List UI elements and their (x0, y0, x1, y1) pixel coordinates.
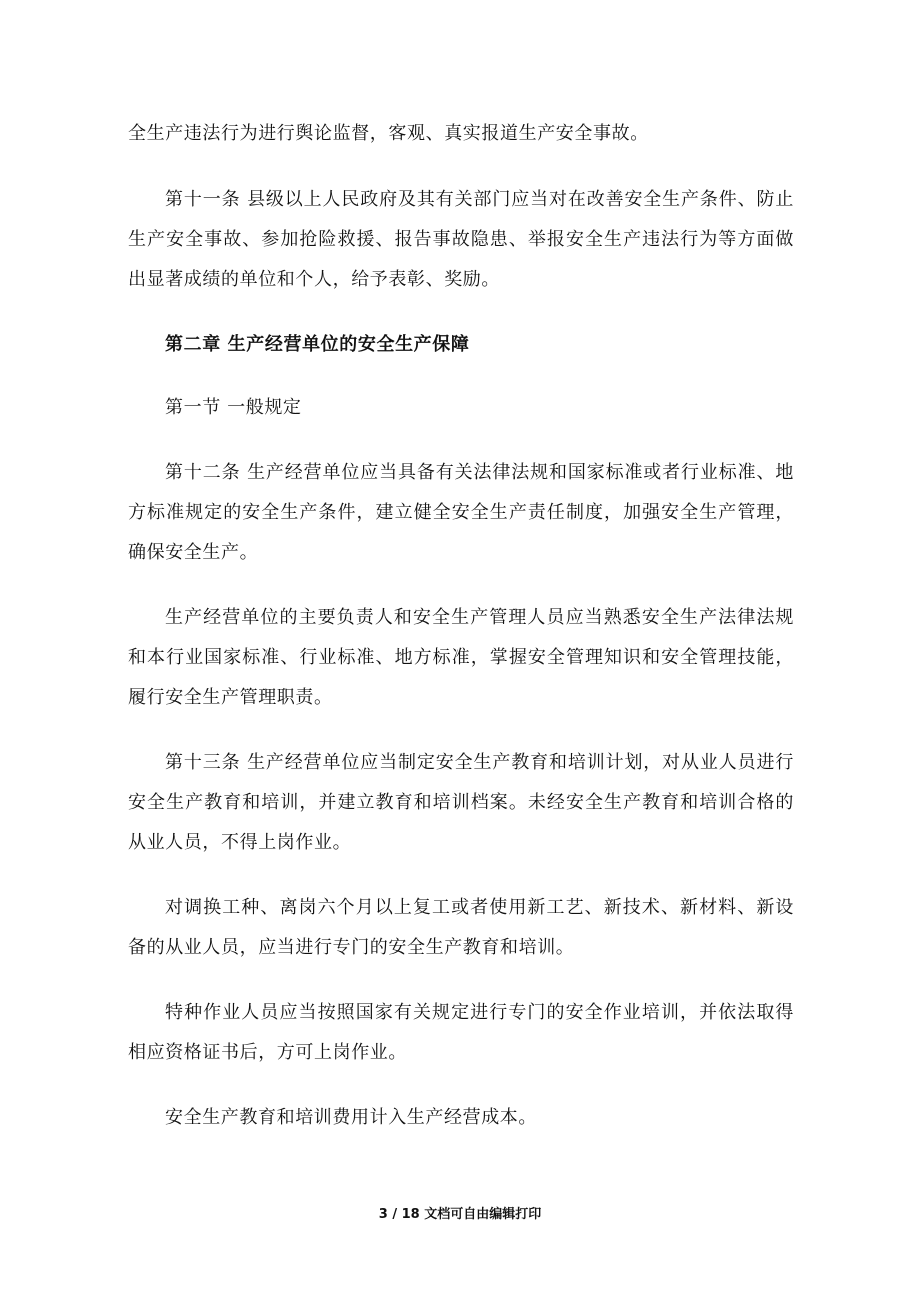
document-body (128, 114, 794, 1163)
article-12-paragraph-2: 生产经营单位的主要负责人和安全生产管理人员应当熟悉安全生产法律法规和本行业国家标准、行业标准、地方标准，掌握安全管理知识和安全管理技能，履行安全生产管理职责。 (128, 607, 794, 708)
article-13-paragraph-2: 对调换工种、离岗六个月以上复工或者使用新工艺、新技术、新材料、新设备的从业人员，应当进行专门的安全生产教育和培训。 (128, 897, 794, 958)
chapter-heading: 第二章 生产经营单位的安全生产保障 (165, 334, 470, 355)
article-11: 第十一条 县级以上人民政府及其有关部门应当对在改善安全生产条件、防止生产安全事故、参加抢险救援、报告事故隐患、举报安全生产违法行为等方面做出显著成绩的单位和个人，给予表彰、奖励。 (128, 189, 794, 290)
page-footer: 3 / 18 文档可自由编辑打印 (378, 1207, 542, 1222)
section-heading: 第一节 一般规定 (165, 397, 302, 418)
article-13-paragraph-3: 特种作业人员应当按照国家有关规定进行专门的安全作业培训，并依法取得相应资格证书后，方可上岗作业。 (128, 1002, 794, 1063)
article-12: 第十二条 生产经营单位应当具备有关法律法规和国家标准或者行业标准、地方标准规定的安全生产条件，建立健全安全生产责任制度，加强安全生产管理，确保安全生产。 (128, 462, 794, 563)
article-13-paragraph-4: 安全生产教育和培训费用计入生产经营成本。 (165, 1107, 537, 1128)
article-13: 第十三条 生产经营单位应当制定安全生产教育和培训计划，对从业人员进行安全生产教育和培训，并建立教育和培训档案。未经安全生产教育和培训合格的从业人员，不得上岗作业。 (128, 752, 794, 853)
paragraph-continuation: 全生产违法行为进行舆论监督，客观、真实报道生产安全事故。 (128, 123, 649, 144)
